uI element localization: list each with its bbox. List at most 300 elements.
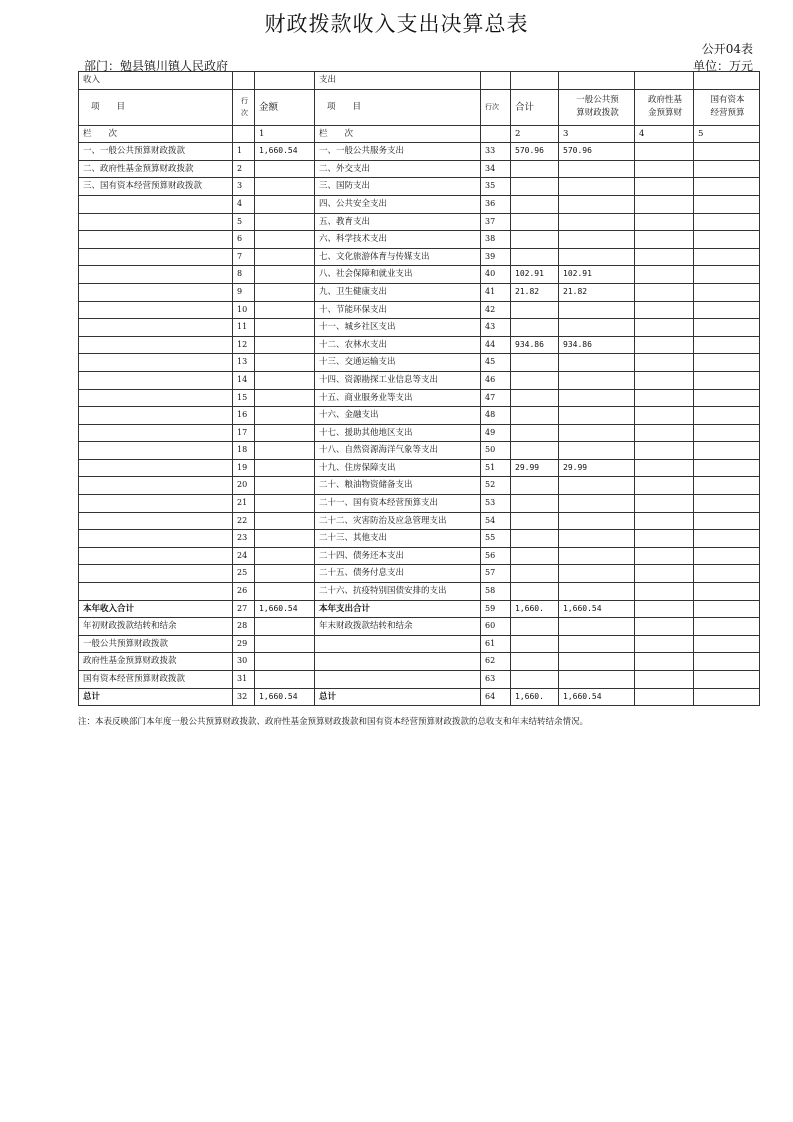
income-item-cell bbox=[79, 424, 233, 442]
expense-line-cell: 61 bbox=[481, 635, 511, 653]
income-line-cell: 17 bbox=[233, 424, 255, 442]
table-row bbox=[79, 301, 760, 319]
state-capital-cell bbox=[694, 424, 760, 442]
income-item-cell bbox=[79, 283, 233, 301]
total-cell bbox=[511, 565, 559, 583]
general-budget-cell: 21.82 bbox=[559, 283, 635, 301]
table-row bbox=[79, 319, 760, 337]
gov-fund-cell bbox=[635, 354, 694, 372]
general-budget-cell bbox=[559, 565, 635, 583]
footnote: 注：本表反映部门本年度一般公共预算财政拨款、政府性基金预算财政拨款和国有资本经营预算财政拨款的总收支和年末结转结余情况。 bbox=[78, 717, 589, 727]
general-budget-cell: 1,660.54 bbox=[559, 688, 635, 706]
total-cell bbox=[511, 354, 559, 372]
income-line-cell: 30 bbox=[233, 653, 255, 671]
state-capital-cell bbox=[694, 530, 760, 548]
total-cell: 570.96 bbox=[511, 143, 559, 161]
expense-line-cell: 54 bbox=[481, 512, 511, 530]
income-item-cell bbox=[79, 266, 233, 284]
income-item-cell bbox=[79, 477, 233, 495]
amount-header: 金额 bbox=[255, 89, 315, 125]
table-row bbox=[79, 407, 760, 425]
expense-item-cell: 七、文化旅游体育与传媒支出 bbox=[315, 248, 481, 266]
state-capital-cell bbox=[694, 618, 760, 636]
gov-fund-cell bbox=[635, 283, 694, 301]
col-index-2: 2 bbox=[511, 125, 559, 143]
total-cell bbox=[511, 512, 559, 530]
state-capital-cell bbox=[694, 160, 760, 178]
table-row bbox=[79, 248, 760, 266]
total-cell bbox=[511, 195, 559, 213]
table-row bbox=[79, 547, 760, 565]
gov-fund-cell bbox=[635, 248, 694, 266]
income-line-cell: 28 bbox=[233, 618, 255, 636]
table-row bbox=[79, 160, 760, 178]
general-budget-cell bbox=[559, 477, 635, 495]
income-amount-cell bbox=[255, 195, 315, 213]
gov-fund-cell bbox=[635, 671, 694, 689]
income-line-cell: 25 bbox=[233, 565, 255, 583]
income-line-cell: 14 bbox=[233, 371, 255, 389]
income-line-cell: 32 bbox=[233, 688, 255, 706]
general-budget-cell bbox=[559, 495, 635, 513]
state-capital-cell bbox=[694, 213, 760, 231]
general-budget-cell bbox=[559, 671, 635, 689]
state-capital-cell bbox=[694, 371, 760, 389]
income-line-cell: 24 bbox=[233, 547, 255, 565]
expense-line-cell: 37 bbox=[481, 213, 511, 231]
general-budget-cell: 1,660.54 bbox=[559, 600, 635, 618]
income-item-cell bbox=[79, 459, 233, 477]
income-line-cell: 3 bbox=[233, 178, 255, 196]
table-row bbox=[79, 143, 760, 161]
income-amount-cell bbox=[255, 160, 315, 178]
state-capital-cell bbox=[694, 600, 760, 618]
total-header: 合计 bbox=[511, 89, 559, 125]
gov-fund-cell bbox=[635, 160, 694, 178]
gov-fund-cell bbox=[635, 178, 694, 196]
general-budget-header: 一般公共预 算财政拨款 bbox=[559, 89, 635, 125]
income-line-cell: 16 bbox=[233, 407, 255, 425]
table-row bbox=[79, 530, 760, 548]
general-budget-cell bbox=[559, 195, 635, 213]
total-cell bbox=[511, 653, 559, 671]
income-amount-cell bbox=[255, 653, 315, 671]
total-cell bbox=[511, 248, 559, 266]
expense-item-cell: 五、教育支出 bbox=[315, 213, 481, 231]
table-row bbox=[79, 213, 760, 231]
income-amount-cell bbox=[255, 424, 315, 442]
income-amount-cell bbox=[255, 354, 315, 372]
income-amount-cell bbox=[255, 583, 315, 601]
income-amount-cell bbox=[255, 477, 315, 495]
state-capital-cell bbox=[694, 336, 760, 354]
income-line-cell: 15 bbox=[233, 389, 255, 407]
col-index-5: 5 bbox=[694, 125, 760, 143]
income-header: 收入 bbox=[79, 72, 233, 90]
gov-fund-cell bbox=[635, 547, 694, 565]
gov-fund-cell bbox=[635, 389, 694, 407]
total-cell bbox=[511, 618, 559, 636]
income-item-cell bbox=[79, 301, 233, 319]
income-item-cell bbox=[79, 583, 233, 601]
income-amount-cell bbox=[255, 495, 315, 513]
expense-item-cell: 十、节能环保支出 bbox=[315, 301, 481, 319]
income-line-cell: 20 bbox=[233, 477, 255, 495]
income-line-cell: 10 bbox=[233, 301, 255, 319]
income-amount-cell bbox=[255, 319, 315, 337]
income-item-cell: 本年收入合计 bbox=[79, 600, 233, 618]
expense-item-cell: 十五、商业服务业等支出 bbox=[315, 389, 481, 407]
form-number: 公开04表 bbox=[701, 42, 753, 56]
expense-line-cell: 58 bbox=[481, 583, 511, 601]
general-budget-cell: 570.96 bbox=[559, 143, 635, 161]
income-item-cell bbox=[79, 442, 233, 460]
income-item-cell: 三、国有资本经营预算财政拨款 bbox=[79, 178, 233, 196]
expense-line-cell: 40 bbox=[481, 266, 511, 284]
gov-fund-cell bbox=[635, 231, 694, 249]
table-row bbox=[79, 583, 760, 601]
income-line-cell: 27 bbox=[233, 600, 255, 618]
general-budget-cell bbox=[559, 547, 635, 565]
income-line-cell: 29 bbox=[233, 635, 255, 653]
expense-line-cell: 44 bbox=[481, 336, 511, 354]
total-cell bbox=[511, 301, 559, 319]
income-amount-cell bbox=[255, 635, 315, 653]
table-row bbox=[79, 442, 760, 460]
department-label: 部门：勉县镇川镇人民政府 bbox=[84, 59, 229, 73]
gov-fund-cell bbox=[635, 336, 694, 354]
expense-line-cell: 62 bbox=[481, 653, 511, 671]
total-cell: 934.86 bbox=[511, 336, 559, 354]
general-budget-cell bbox=[559, 319, 635, 337]
expense-line-cell: 47 bbox=[481, 389, 511, 407]
income-amount-cell bbox=[255, 213, 315, 231]
expense-line-header: 行次 bbox=[481, 89, 511, 125]
expense-line-cell: 50 bbox=[481, 442, 511, 460]
expense-line-cell: 33 bbox=[481, 143, 511, 161]
total-cell bbox=[511, 442, 559, 460]
table-row bbox=[79, 336, 760, 354]
income-item-cell bbox=[79, 231, 233, 249]
gov-fund-cell bbox=[635, 477, 694, 495]
total-cell bbox=[511, 178, 559, 196]
state-capital-cell bbox=[694, 248, 760, 266]
state-capital-cell bbox=[694, 653, 760, 671]
expense-item-cell: 总计 bbox=[315, 688, 481, 706]
expense-item-cell: 十三、交通运输支出 bbox=[315, 354, 481, 372]
gov-fund-cell bbox=[635, 618, 694, 636]
expense-line-cell: 49 bbox=[481, 424, 511, 442]
expense-item-cell: 三、国防支出 bbox=[315, 178, 481, 196]
state-capital-cell bbox=[694, 389, 760, 407]
income-amount-cell: 1,660.54 bbox=[255, 600, 315, 618]
state-capital-cell bbox=[694, 143, 760, 161]
expense-line-cell: 59 bbox=[481, 600, 511, 618]
income-line-cell: 11 bbox=[233, 319, 255, 337]
income-line-cell: 1 bbox=[233, 143, 255, 161]
total-cell bbox=[511, 635, 559, 653]
expense-line-cell: 64 bbox=[481, 688, 511, 706]
expense-line-cell: 56 bbox=[481, 547, 511, 565]
income-item-cell: 一、一般公共预算财政拨款 bbox=[79, 143, 233, 161]
income-amount-cell: 1,660.54 bbox=[255, 688, 315, 706]
gov-fund-cell bbox=[635, 407, 694, 425]
table-row bbox=[79, 283, 760, 301]
total-cell bbox=[511, 530, 559, 548]
general-budget-cell bbox=[559, 213, 635, 231]
state-capital-cell bbox=[694, 583, 760, 601]
expense-line-cell: 46 bbox=[481, 371, 511, 389]
expense-line-cell: 51 bbox=[481, 459, 511, 477]
expense-item-cell: 八、社会保障和就业支出 bbox=[315, 266, 481, 284]
income-amount-cell bbox=[255, 442, 315, 460]
expense-line-cell: 55 bbox=[481, 530, 511, 548]
income-amount-cell bbox=[255, 266, 315, 284]
total-cell bbox=[511, 407, 559, 425]
income-line-cell: 19 bbox=[233, 459, 255, 477]
state-capital-cell bbox=[694, 477, 760, 495]
expense-item-cell: 六、科学技术支出 bbox=[315, 231, 481, 249]
income-item-cell bbox=[79, 336, 233, 354]
total-cell bbox=[511, 583, 559, 601]
general-budget-cell bbox=[559, 371, 635, 389]
expense-item-cell: 十一、城乡社区支出 bbox=[315, 319, 481, 337]
total-cell bbox=[511, 231, 559, 249]
expense-line-cell: 52 bbox=[481, 477, 511, 495]
total-cell bbox=[511, 213, 559, 231]
income-line-header: 行 次 bbox=[233, 89, 255, 125]
expense-item-cell: 十八、自然资源海洋气象等支出 bbox=[315, 442, 481, 460]
expense-header: 支出 bbox=[315, 72, 481, 90]
income-line-cell: 8 bbox=[233, 266, 255, 284]
expense-item-cell: 二十二、灾害防治及应急管理支出 bbox=[315, 512, 481, 530]
state-capital-cell bbox=[694, 354, 760, 372]
income-item-cell bbox=[79, 407, 233, 425]
expense-line-cell: 60 bbox=[481, 618, 511, 636]
expense-line-cell: 36 bbox=[481, 195, 511, 213]
expense-item-cell bbox=[315, 653, 481, 671]
expense-line-cell: 38 bbox=[481, 231, 511, 249]
gov-fund-cell bbox=[635, 583, 694, 601]
income-item-cell bbox=[79, 195, 233, 213]
total-cell bbox=[511, 477, 559, 495]
total-cell bbox=[511, 319, 559, 337]
expense-item-cell: 一、一般公共服务支出 bbox=[315, 143, 481, 161]
table-row bbox=[79, 266, 760, 284]
table-row bbox=[79, 389, 760, 407]
gov-fund-cell bbox=[635, 213, 694, 231]
col-index-1: 1 bbox=[255, 125, 315, 143]
income-item-cell bbox=[79, 213, 233, 231]
table-row bbox=[79, 565, 760, 583]
expense-line-cell: 35 bbox=[481, 178, 511, 196]
header-row-section bbox=[79, 72, 760, 90]
income-amount-cell: 1,660.54 bbox=[255, 143, 315, 161]
table-row bbox=[79, 688, 760, 706]
income-item-cell bbox=[79, 371, 233, 389]
general-budget-cell bbox=[559, 653, 635, 671]
state-capital-cell bbox=[694, 231, 760, 249]
total-cell bbox=[511, 671, 559, 689]
total-cell bbox=[511, 160, 559, 178]
gov-fund-cell bbox=[635, 319, 694, 337]
income-amount-cell bbox=[255, 459, 315, 477]
expense-line-cell: 39 bbox=[481, 248, 511, 266]
income-line-cell: 26 bbox=[233, 583, 255, 601]
income-line-cell: 9 bbox=[233, 283, 255, 301]
income-item-cell: 二、政府性基金预算财政拨款 bbox=[79, 160, 233, 178]
expense-item-cell: 四、公共安全支出 bbox=[315, 195, 481, 213]
gov-fund-cell bbox=[635, 635, 694, 653]
general-budget-cell bbox=[559, 407, 635, 425]
income-amount-cell bbox=[255, 530, 315, 548]
table-row bbox=[79, 231, 760, 249]
income-item-cell bbox=[79, 565, 233, 583]
expense-line-cell: 34 bbox=[481, 160, 511, 178]
expense-line-cell: 43 bbox=[481, 319, 511, 337]
unit-label: 单位：万元 bbox=[692, 59, 753, 73]
total-cell bbox=[511, 389, 559, 407]
income-amount-cell bbox=[255, 248, 315, 266]
expense-item-cell bbox=[315, 635, 481, 653]
income-item-cell bbox=[79, 547, 233, 565]
page-title: 财政拨款收入支出决算总表 bbox=[264, 12, 529, 36]
state-capital-cell bbox=[694, 178, 760, 196]
income-line-cell: 12 bbox=[233, 336, 255, 354]
table-row bbox=[79, 354, 760, 372]
general-budget-cell bbox=[559, 160, 635, 178]
income-item-cell bbox=[79, 512, 233, 530]
column-index-row bbox=[79, 125, 760, 143]
income-line-cell: 31 bbox=[233, 671, 255, 689]
general-budget-cell bbox=[559, 178, 635, 196]
total-cell: 1,660. bbox=[511, 600, 559, 618]
income-amount-cell bbox=[255, 283, 315, 301]
gov-fund-cell bbox=[635, 442, 694, 460]
general-budget-cell bbox=[559, 231, 635, 249]
table-row bbox=[79, 653, 760, 671]
expense-item-cell: 十二、农林水支出 bbox=[315, 336, 481, 354]
income-amount-cell bbox=[255, 371, 315, 389]
table-row bbox=[79, 600, 760, 618]
expense-item-cell: 二十一、国有资本经营预算支出 bbox=[315, 495, 481, 513]
table-row bbox=[79, 512, 760, 530]
income-item-cell bbox=[79, 530, 233, 548]
table-row bbox=[79, 424, 760, 442]
col-label-expense: 栏 次 bbox=[315, 125, 481, 143]
table-row bbox=[79, 477, 760, 495]
gov-fund-cell bbox=[635, 565, 694, 583]
state-capital-cell bbox=[694, 301, 760, 319]
income-line-cell: 7 bbox=[233, 248, 255, 266]
state-capital-cell bbox=[694, 319, 760, 337]
gov-fund-cell bbox=[635, 530, 694, 548]
income-item-cell bbox=[79, 495, 233, 513]
income-amount-cell bbox=[255, 389, 315, 407]
state-capital-cell bbox=[694, 547, 760, 565]
state-capital-cell bbox=[694, 266, 760, 284]
total-cell: 21.82 bbox=[511, 283, 559, 301]
table-row bbox=[79, 371, 760, 389]
expense-item-cell: 十九、住房保障支出 bbox=[315, 459, 481, 477]
expense-item-cell: 二十、粮油物资储备支出 bbox=[315, 477, 481, 495]
expense-line-cell: 63 bbox=[481, 671, 511, 689]
expense-item-cell: 本年支出合计 bbox=[315, 600, 481, 618]
state-capital-cell bbox=[694, 512, 760, 530]
expense-item-cell: 二十六、抗疫特别国债安排的支出 bbox=[315, 583, 481, 601]
general-budget-cell bbox=[559, 583, 635, 601]
total-cell: 29.99 bbox=[511, 459, 559, 477]
gov-fund-header: 政府性基 金预算财 bbox=[635, 89, 694, 125]
general-budget-cell: 29.99 bbox=[559, 459, 635, 477]
header-row-columns bbox=[79, 89, 760, 125]
col-label-income: 栏 次 bbox=[79, 125, 233, 143]
table-row bbox=[79, 195, 760, 213]
income-line-cell: 23 bbox=[233, 530, 255, 548]
income-amount-cell bbox=[255, 512, 315, 530]
state-capital-cell bbox=[694, 495, 760, 513]
state-capital-cell bbox=[694, 442, 760, 460]
table-row bbox=[79, 618, 760, 636]
table-row bbox=[79, 495, 760, 513]
budget-table bbox=[78, 71, 760, 706]
gov-fund-cell bbox=[635, 512, 694, 530]
gov-fund-cell bbox=[635, 688, 694, 706]
expense-item-cell: 十六、金融支出 bbox=[315, 407, 481, 425]
income-amount-cell bbox=[255, 671, 315, 689]
income-item-cell: 总计 bbox=[79, 688, 233, 706]
expense-line-cell: 42 bbox=[481, 301, 511, 319]
income-line-cell: 22 bbox=[233, 512, 255, 530]
expense-line-cell: 45 bbox=[481, 354, 511, 372]
expense-item-cell: 二十三、其他支出 bbox=[315, 530, 481, 548]
state-capital-cell bbox=[694, 635, 760, 653]
expense-line-cell: 57 bbox=[481, 565, 511, 583]
income-amount-cell bbox=[255, 407, 315, 425]
table-row bbox=[79, 671, 760, 689]
table-row bbox=[79, 459, 760, 477]
expense-item-cell: 二、外交支出 bbox=[315, 160, 481, 178]
gov-fund-cell bbox=[635, 495, 694, 513]
state-capital-cell bbox=[694, 459, 760, 477]
income-item-cell: 国有资本经营预算财政拨款 bbox=[79, 671, 233, 689]
income-line-cell: 4 bbox=[233, 195, 255, 213]
total-cell: 1,660. bbox=[511, 688, 559, 706]
income-item-header: 项 目 bbox=[79, 89, 233, 125]
general-budget-cell bbox=[559, 512, 635, 530]
general-budget-cell bbox=[559, 635, 635, 653]
general-budget-cell bbox=[559, 618, 635, 636]
income-amount-cell bbox=[255, 178, 315, 196]
income-item-cell: 年初财政拨款结转和结余 bbox=[79, 618, 233, 636]
total-cell bbox=[511, 424, 559, 442]
general-budget-cell bbox=[559, 442, 635, 460]
total-cell bbox=[511, 371, 559, 389]
total-cell bbox=[511, 547, 559, 565]
income-line-cell: 21 bbox=[233, 495, 255, 513]
gov-fund-cell bbox=[635, 266, 694, 284]
state-capital-cell bbox=[694, 688, 760, 706]
state-capital-header: 国有资本 经营预算 bbox=[694, 89, 760, 125]
income-amount-cell bbox=[255, 231, 315, 249]
gov-fund-cell bbox=[635, 600, 694, 618]
state-capital-cell bbox=[694, 407, 760, 425]
general-budget-cell bbox=[559, 354, 635, 372]
expense-item-cell: 九、卫生健康支出 bbox=[315, 283, 481, 301]
expense-item-cell bbox=[315, 671, 481, 689]
gov-fund-cell bbox=[635, 424, 694, 442]
expense-item-cell: 二十五、债务付息支出 bbox=[315, 565, 481, 583]
